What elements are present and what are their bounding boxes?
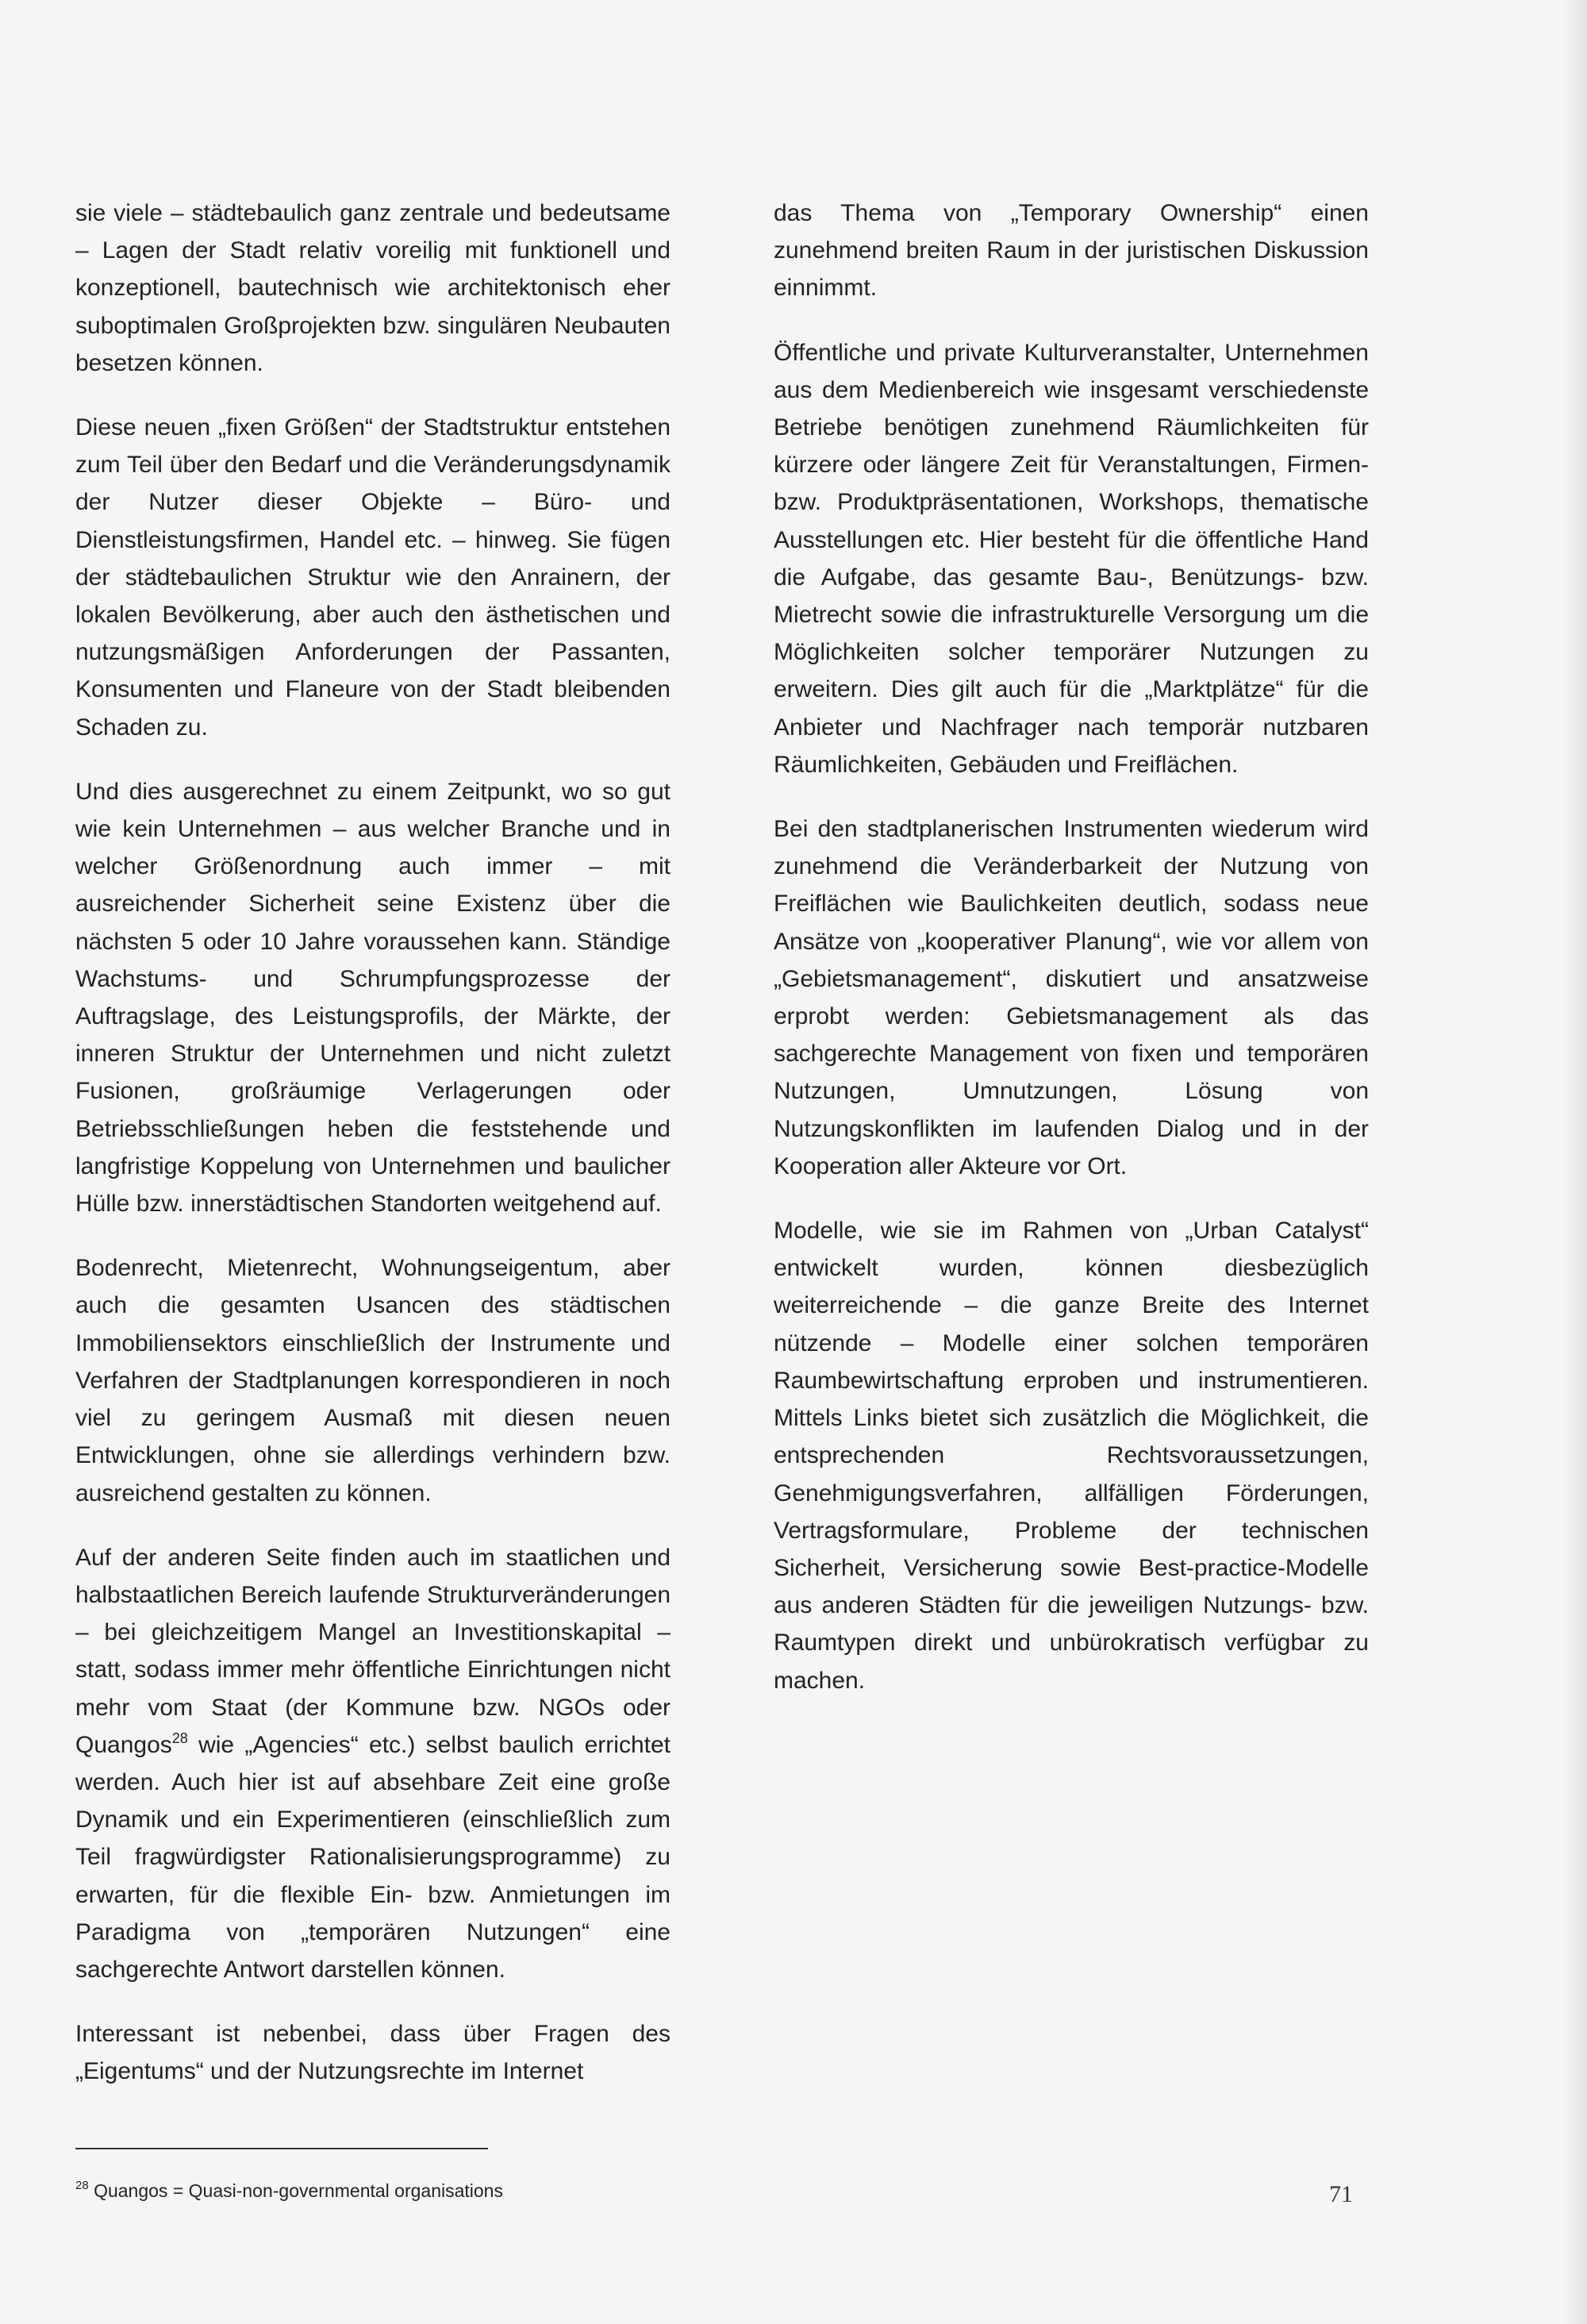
paragraph: Öffentliche und private Kulturveranstalter, Unternehmen aus dem Medienbereich wie insgesamt verschiedenste Betriebe benötigen zunehmend Räumlichkeiten für kürzere oder längere Zeit für Veranstaltungen, Firmen- bzw. Produktpräsentationen, Workshops, thematische Ausstellungen etc. Hier besteht für die öffentliche Hand die Aufgabe, das gesamte Bau-, Benützungs- bzw. Mietrecht sowie die infrastrukturelle Versorgung um die Möglichkeiten solcher temporärer Nutzungen zu erweitern. Dies gilt auch für die „Marktplätze“ für die Anbieter und Nachfrager nach temporär nutzbaren Räumlichkeiten, Gebäuden und Freiflächen. bbox=[774, 339, 1369, 778]
paragraph: Diese neuen „fixen Größen“ der Stadtstruktur entstehen zum Teil über den Bedarf und die Veränderungsdynamik der Nutzer dieser Objekte – Büro- und Dienstleistungsfirmen, Handel etc. – hinweg. Sie fügen der städtebaulichen Struktur wie den Anrainern, der lokalen Bevölkerung, aber auch den ästhetischen und nutzungsmäßigen Anforderungen der Passanten, Konsumenten und Flaneure von der Stadt bleibenden Schaden zu. bbox=[75, 414, 671, 741]
footnote-text: Quangos = Quasi-non-governmental organisations bbox=[88, 2180, 503, 2201]
footnote-number: 28 bbox=[75, 2179, 89, 2192]
footnote-divider bbox=[75, 2148, 488, 2149]
page-number: 71 bbox=[1329, 2181, 1353, 2207]
paragraph: Bodenrecht, Mietenrecht, Wohnungseigentum, aber auch die gesamten Usancen des städtischen Immobiliensektors einschließlich der Instrumente und Verfahren der Stadtplanungen korrespondieren in noch viel zu geringem Ausmaß mit diesen neuen Entwicklungen, ohne sie allerdings verhindern bzw. ausreichend gestalten zu können. bbox=[75, 1255, 671, 1506]
page-edge-shadow bbox=[1563, 0, 1587, 2324]
paragraph: Und dies ausgerechnet zu einem Zeitpunkt, wo so gut wie kein Unternehmen – aus welcher Branche und in welcher Größenordnung auch immer – mit ausreichender Sicherheit seine Existenz über die nächsten 5 oder 10 Jahre voraussehen kann. Ständige Wachstums- und Schrumpfungsprozesse der Auftragslage, des Leistungsprofils, der Märkte, der inneren Struktur der Unternehmen und nicht zuletzt Fusionen, großräumige Verlagerungen oder Betriebsschließungen heben die feststehende und langfristige Koppelung von Unternehmen und baulicher Hülle bzw. innerstädtischen Standorten weitgehend auf. bbox=[75, 778, 671, 1218]
right-text-column bbox=[774, 194, 1369, 1726]
paragraph: Interessant ist nebenbei, dass über Fragen des „Eigentums“ und der Nutzungsrechte im Internet bbox=[75, 2021, 671, 2085]
paragraph-text: wie „Agencies“ etc.) selbst baulich errichtet werden. Auch hier ist auf absehbare Zeit eine große Dynamik und ein Experimentieren (einschließlich zum Teil fragwürdigster Rationalisierungsprogramme) zu erwarten, für die flexible Ein- bzw. Anmietungen im Paradigma von „temporären Nutzungen“ eine sachgerechte Antwort darstellen können. bbox=[75, 1731, 671, 1983]
paragraph-text: Auf der anderen Seite finden auch im staatlichen und halbstaatlichen Bereich laufende Strukturveränderungen – bei gleichzeitigem Mangel an Investitionskapital – statt, sodass immer mehr öffentliche Einrichtungen nicht mehr vom Staat (der Kommune bzw. NGOs oder Quangos bbox=[75, 1544, 671, 1758]
paragraph: Modelle, wie sie im Rahmen von „Urban Catalyst“ entwickelt wurden, können diesbezüglich weiterreichende – die ganze Breite des Internet nützende – Modelle einer solchen temporären Raumbewirtschaftung erproben und instrumentieren. Mittels Links bietet sich zusätzlich die Möglichkeit, die entsprechenden Rechtsvoraussetzungen, Genehmigungsverfahren, allfälligen Förderungen, Vertragsformulare, Probleme der technischen Sicherheit, Versicherung sowie Best-practice-Modelle aus anderen Städten für die jeweiligen Nutzungs- bzw. Raumtypen direkt und unbürokratisch verfügbar zu machen. bbox=[774, 1218, 1369, 1694]
paragraph: Bei den stadtplanerischen Instrumenten wiederum wird zunehmend die Veränderbarkeit der Nutzung von Freiflächen wie Baulichkeiten deutlich, sodass neue Ansätze von „kooperativer Planung“, wie vor allem von „Gebietsmanagement“, diskutiert und ansatzweise erprobt werden: Gebietsmanagement als das sachgerechte Management von fixen und temporären Nutzungen, Umnutzungen, Lösung von Nutzungskonflikten im laufenden Dialog und in der Kooperation aller Akteure vor Ort. bbox=[774, 816, 1369, 1179]
footnote bbox=[75, 2179, 503, 2203]
paragraph bbox=[75, 1539, 671, 1988]
footnote-reference: 28 bbox=[171, 1730, 188, 1746]
left-text-column bbox=[75, 194, 671, 2091]
paragraph: sie viele – städtebaulich ganz zentrale und bedeutsame – Lagen der Stadt relativ voreilig mit funktionell und konzeptionell, bautechnisch wie architektonisch eher suboptimalen Großprojekten bzw. singulären Neubauten besetzen können. bbox=[75, 200, 671, 376]
paragraph: das Thema von „Temporary Ownership“ einen zunehmend breiten Raum in der juristischen Diskussion einnimmt. bbox=[774, 200, 1369, 302]
